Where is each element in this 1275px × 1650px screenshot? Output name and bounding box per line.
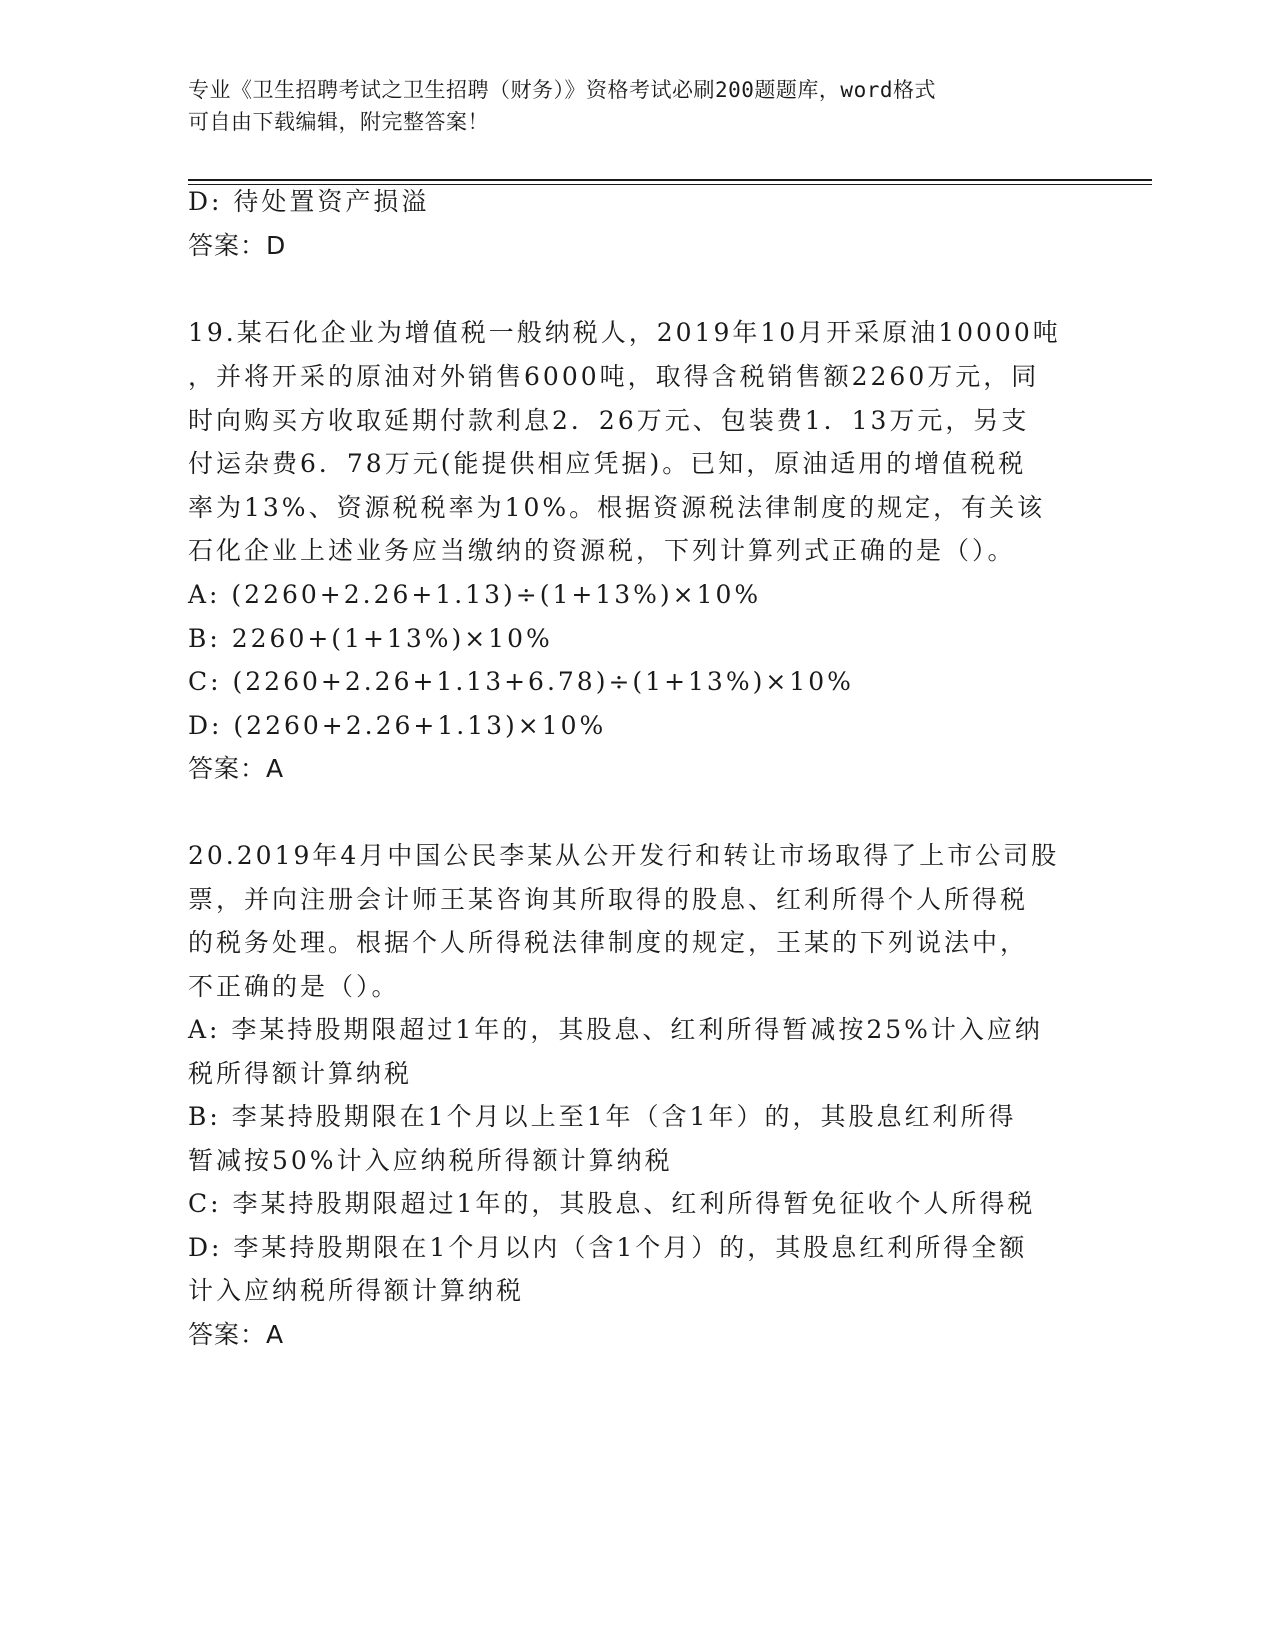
- q19-answer: 答案：A: [188, 754, 285, 783]
- q19-line-4: 付运杂费6．78万元(能提供相应凭据)。已知，原油适用的增值税税: [188, 449, 1027, 478]
- q20-line-2: 票，并向注册会计师王某咨询其所取得的股息、红利所得个人所得税: [188, 885, 1029, 914]
- q20-line-3: 的税务处理。根据个人所得税法律制度的规定，王某的下列说法中，: [188, 928, 1029, 957]
- header-line-1: 专业《卫生招聘考试之卫生招聘（财务）》资格考试必刷200题题库，word格式: [188, 78, 936, 102]
- q19-line-5: 率为13%、资源税税率为10%。根据资源税法律制度的规定，有关该: [188, 493, 1046, 522]
- q20-option-b-line-2: 暂减按50%计入应纳税所得额计算纳税: [188, 1146, 673, 1175]
- q19-line-1: 19.某石化企业为增值税一般纳税人，2019年10月开采原油10000吨: [188, 318, 1061, 347]
- q19-option-c: C: (2260+2.26+1.13+6.78)÷(1+13%)×10%: [188, 667, 854, 696]
- q19-option-d: D: (2260+2.26+1.13)×10%: [188, 711, 607, 740]
- header-line-2: 可自由下载编辑，附完整答案！: [188, 110, 489, 134]
- q20-answer: 答案：A: [188, 1320, 285, 1349]
- q20-line-1: 20.2019年4月中国公民李某从公开发行和转让市场取得了上市公司股: [188, 841, 1060, 870]
- q20-option-a-line-2: 税所得额计算纳税: [188, 1059, 413, 1088]
- q19-option-b: B: 2260+(1+13%)×10%: [188, 624, 553, 653]
- q20-option-d-line-1: D: 李某持股期限在1个月以内（含1个月）的，其股息红利所得全额: [188, 1233, 1028, 1262]
- q19-option-a: A: (2260+2.26+1.13)÷(1+13%)×10%: [188, 580, 762, 609]
- q20-option-c: C: 李某持股期限超过1年的，其股息、红利所得暂免征收个人所得税: [188, 1189, 1036, 1218]
- q20-option-d-line-2: 计入应纳税所得额计算纳税: [188, 1276, 525, 1305]
- q20-line-4: 不正确的是（）。: [188, 972, 400, 1001]
- q19-line-6: 石化企业上述业务应当缴纳的资源税，下列计算列式正确的是（）。: [188, 536, 1016, 565]
- document-header: [188, 74, 1088, 138]
- q20-option-b-line-1: B: 李某持股期限在1个月以上至1年（含1年）的，其股息红利所得: [188, 1102, 1017, 1131]
- q19-line-3: 时向购买方收取延期付款利息2．26万元、包装费1．13万元，另支: [188, 406, 1030, 435]
- q19-line-2: ，并将开采的原油对外销售6000吨，取得含税销售额2260万元，同: [188, 362, 1040, 391]
- q18-option-d: D: 待处置资产损溢: [188, 187, 430, 216]
- q18-answer: 答案：D: [188, 231, 287, 260]
- q20-option-a-line-1: A: 李某持股期限超过1年的，其股息、红利所得暂减按25%计入应纳: [188, 1015, 1043, 1044]
